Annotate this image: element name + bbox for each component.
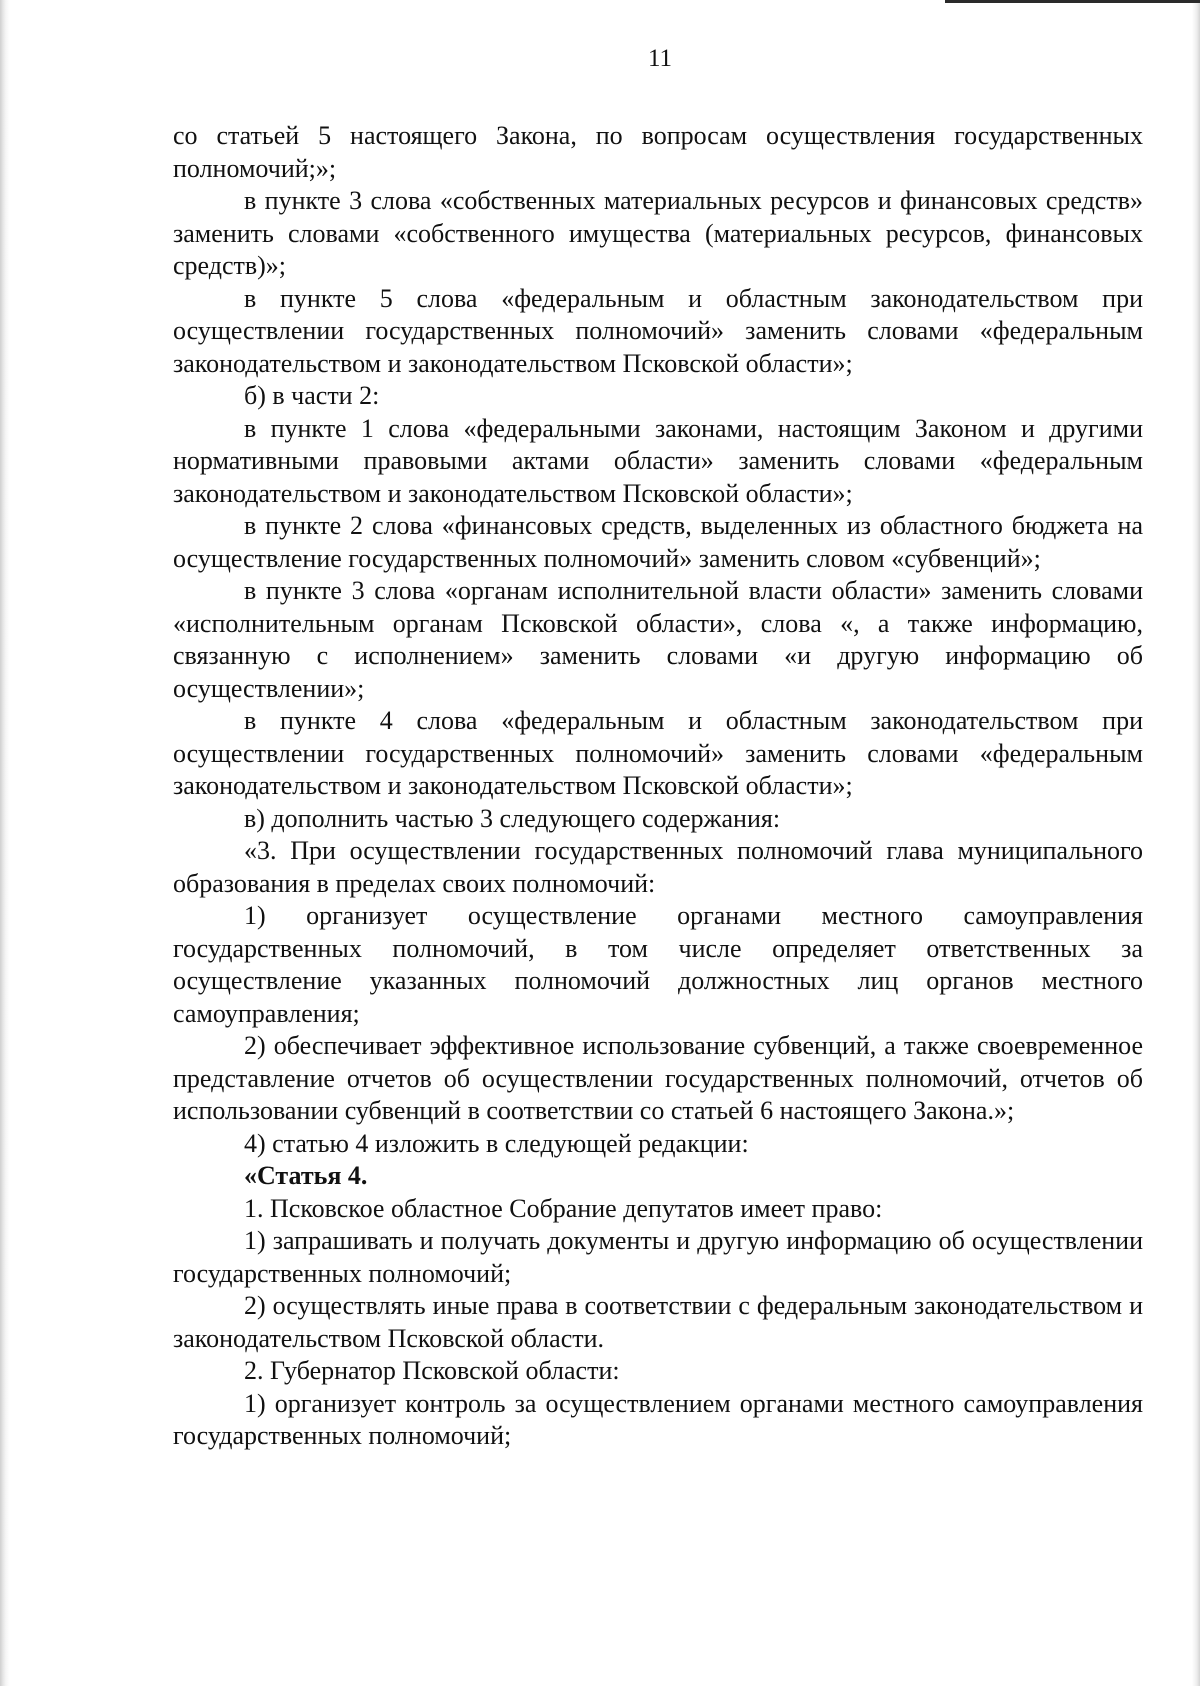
paragraph-2: в пункте 3 слова «собственных материальных ресурсов и финансовых средств» заменить словами «собственного имущества (материальных ресурсов, финансовых средств)»; xyxy=(173,186,1143,280)
paragraph-10: «3. При осуществлении государственных полномочий глава муниципального образования в пределах своих полномочий: xyxy=(173,836,1143,898)
paragraph-7: в пункте 3 слова «органам исполнительной власти области» заменить словами «исполнительным органам Псковской области», слова «, а также информацию, связанную с исполнением» заменить словами «и другую информацию об осуществлении»; xyxy=(173,576,1143,703)
paragraph-12: 2) обеспечивает эффективное использование субвенций, а также своевременное представление отчетов об осуществлении государственных полномочий, отчетов об использовании субвенций в соответствии со статьей 6 настоящего Закона.»; xyxy=(173,1031,1143,1125)
paragraph-6: в пункте 2 слова «финансовых средств, выделенных из областного бюджета на осуществление государственных полномочий» заменить словом «субвенций»; xyxy=(173,511,1143,573)
paragraph-16: 1) запрашивать и получать документы и другую информацию об осуществлении государственных полномочий; xyxy=(173,1226,1143,1288)
paragraph-9: в) дополнить частью 3 следующего содержания: xyxy=(244,803,781,833)
document-body xyxy=(173,120,1143,1453)
paragraph-17: 2) осуществлять иные права в соответствии с федеральным законодательством и законодательством Псковской области. xyxy=(173,1291,1143,1353)
paragraph-13: 4) статью 4 изложить в следующей редакции: xyxy=(244,1128,749,1158)
paragraph-3: в пункте 5 слова «федеральным и областным законодательством при осуществлении государственных полномочий» заменить словами «федеральным законодательством и законодательством Псковской области»; xyxy=(173,283,1143,378)
paragraph-18: 2. Губернатор Псковской области: xyxy=(244,1356,620,1385)
paragraph-5: в пункте 1 слова «федеральными законами, настоящим Законом и другими нормативными правовыми актами области» заменить словами «федеральным законодательством и законодательством Псковской области»; xyxy=(173,413,1143,508)
paragraph-4: б) в части 2: xyxy=(244,381,380,410)
paragraph-15: 1. Псковское областное Собрание депутатов имеет право: xyxy=(244,1193,883,1223)
article-heading: «Статья 4. xyxy=(244,1161,368,1190)
paragraph-1: со статьей 5 настоящего Закона, по вопросам осуществления государственных полномочий;»; xyxy=(173,121,1143,183)
paragraph-11: 1) организует осуществление органами местного самоуправления государственных полномочий, в том числе определяет ответственных за осуществление указанных полномочий должностных лиц органов местного самоуправления; xyxy=(173,901,1143,1028)
scan-edge-right xyxy=(1192,0,1200,1686)
paragraph-8: в пункте 4 слова «федеральным и областным законодательством при осуществлении государственных полномочий» заменить словами «федеральным законодательством и законодательством Псковской области»; xyxy=(173,706,1143,800)
page-number: 11 xyxy=(647,45,673,72)
scan-top-line xyxy=(945,0,1200,3)
scan-edge-left xyxy=(0,0,10,1686)
paragraph-19: 1) организует контроль за осуществлением органами местного самоуправления государственных полномочий; xyxy=(173,1388,1143,1450)
